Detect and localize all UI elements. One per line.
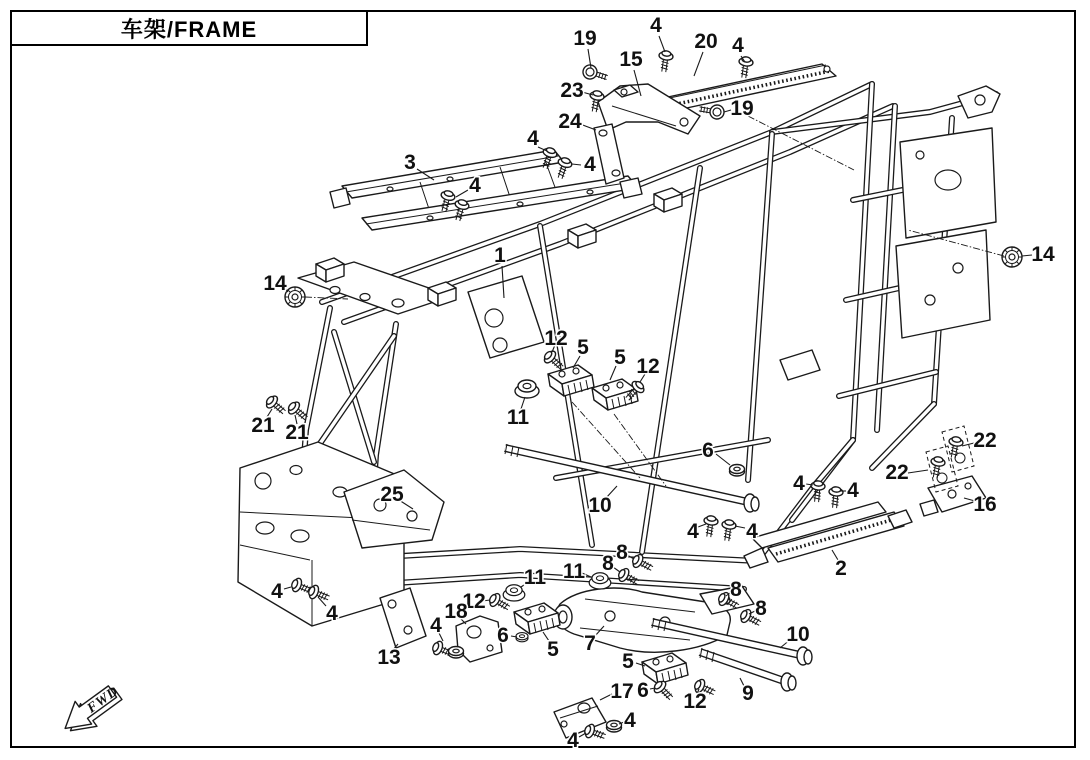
callout-leader-8 — [613, 567, 620, 572]
callout-label-5: 5 — [622, 650, 634, 673]
callout-label-22: 22 — [973, 429, 997, 452]
callout-label-5: 5 — [614, 346, 626, 369]
callout-leader-4 — [572, 164, 581, 165]
callout-label-11: 11 — [562, 560, 586, 583]
part-rod-10-middle — [505, 444, 759, 512]
callout-label-6: 6 — [637, 679, 649, 702]
callout-leader-24 — [580, 124, 596, 130]
callout-label-14: 14 — [1031, 243, 1055, 266]
spacer-22 — [937, 473, 947, 483]
callout-label-21: 21 — [251, 414, 275, 437]
fwd-label: FWD — [84, 683, 122, 717]
callout-label-2: 2 — [835, 557, 847, 580]
spacer-22 — [955, 453, 965, 463]
callout-label-15: 15 — [619, 48, 643, 71]
callout-label-24: 24 — [558, 110, 582, 133]
callout-label-19: 19 — [730, 97, 754, 120]
callout-label-4: 4 — [650, 14, 662, 37]
callout-label-8: 8 — [616, 541, 628, 564]
callout-label-4: 4 — [271, 580, 283, 603]
callout-label-7: 7 — [584, 632, 596, 655]
callout-label-4: 4 — [624, 709, 636, 732]
callout-label-4: 4 — [847, 479, 859, 502]
bushing-14 — [285, 287, 305, 307]
callout-leader-6 — [716, 454, 730, 465]
callout-leader-22 — [908, 470, 928, 473]
callout-label-20: 20 — [694, 30, 718, 53]
fwd-arrow-icon — [56, 677, 128, 742]
callout-label-4: 4 — [732, 34, 744, 57]
bushing-14 — [1002, 247, 1022, 267]
callout-leader-20 — [694, 52, 703, 76]
callout-label-5: 5 — [547, 638, 559, 661]
grommet-11 — [515, 380, 539, 398]
callout-label-11: 11 — [506, 406, 530, 429]
engine-mount-5 — [514, 603, 560, 634]
callout-label-21: 21 — [285, 421, 309, 444]
callout-label-11: 11 — [523, 566, 547, 589]
callout-leader-4 — [456, 190, 468, 197]
callout-label-4: 4 — [687, 520, 699, 543]
callout-label-8: 8 — [602, 552, 614, 575]
callout-label-10: 10 — [786, 623, 810, 646]
callout-label-9: 9 — [742, 682, 754, 705]
grommet-11 — [589, 573, 611, 589]
callout-label-22: 22 — [885, 461, 909, 484]
callout-label-10: 10 — [588, 494, 612, 517]
callout-label-23: 23 — [560, 79, 584, 102]
engine-mount-5 — [592, 379, 638, 410]
callout-label-17: 17 — [610, 680, 634, 703]
callout-label-3: 3 — [404, 151, 416, 174]
callout-label-4: 4 — [430, 614, 442, 637]
callout-label-4: 4 — [793, 472, 805, 495]
callout-label-6: 6 — [497, 624, 509, 647]
engine-mount-5 — [548, 365, 594, 396]
callout-label-18: 18 — [444, 600, 468, 623]
callout-leader-4 — [698, 524, 706, 527]
callout-label-6: 6 — [702, 439, 714, 462]
callout-label-1: 1 — [494, 244, 506, 267]
engine-mount-5 — [642, 653, 688, 684]
callout-label-12: 12 — [462, 590, 486, 613]
title-box — [10, 10, 368, 46]
part-skid-plate-2 — [744, 502, 912, 568]
callout-leader-4 — [659, 36, 665, 52]
callout-label-12: 12 — [636, 355, 660, 378]
callout-label-12: 12 — [683, 690, 707, 713]
page-title: 车架/FRAME — [120, 16, 258, 42]
callout-label-4: 4 — [527, 127, 539, 150]
screw-19 — [581, 63, 609, 84]
callout-label-8: 8 — [755, 597, 767, 620]
callout-label-4: 4 — [746, 520, 758, 543]
callout-label-19: 19 — [573, 27, 597, 50]
callout-label-13: 13 — [377, 646, 401, 669]
callout-label-8: 8 — [730, 578, 742, 601]
callout-label-25: 25 — [380, 483, 404, 506]
part-bracket-13 — [380, 588, 426, 648]
callout-leader-4 — [579, 733, 586, 737]
callout-label-5: 5 — [577, 336, 589, 359]
part-strap-24 — [594, 124, 624, 184]
callout-label-4: 4 — [567, 729, 579, 752]
callout-label-16: 16 — [973, 493, 997, 516]
callout-leader-4 — [735, 526, 745, 528]
callout-leader-22 — [962, 443, 974, 446]
callout-label-4: 4 — [469, 174, 481, 197]
callout-label-12: 12 — [544, 327, 568, 350]
part-bracket-15 — [598, 84, 700, 134]
callout-label-4: 4 — [584, 153, 596, 176]
callout-label-14: 14 — [263, 272, 287, 295]
callout-label-4: 4 — [326, 602, 338, 625]
